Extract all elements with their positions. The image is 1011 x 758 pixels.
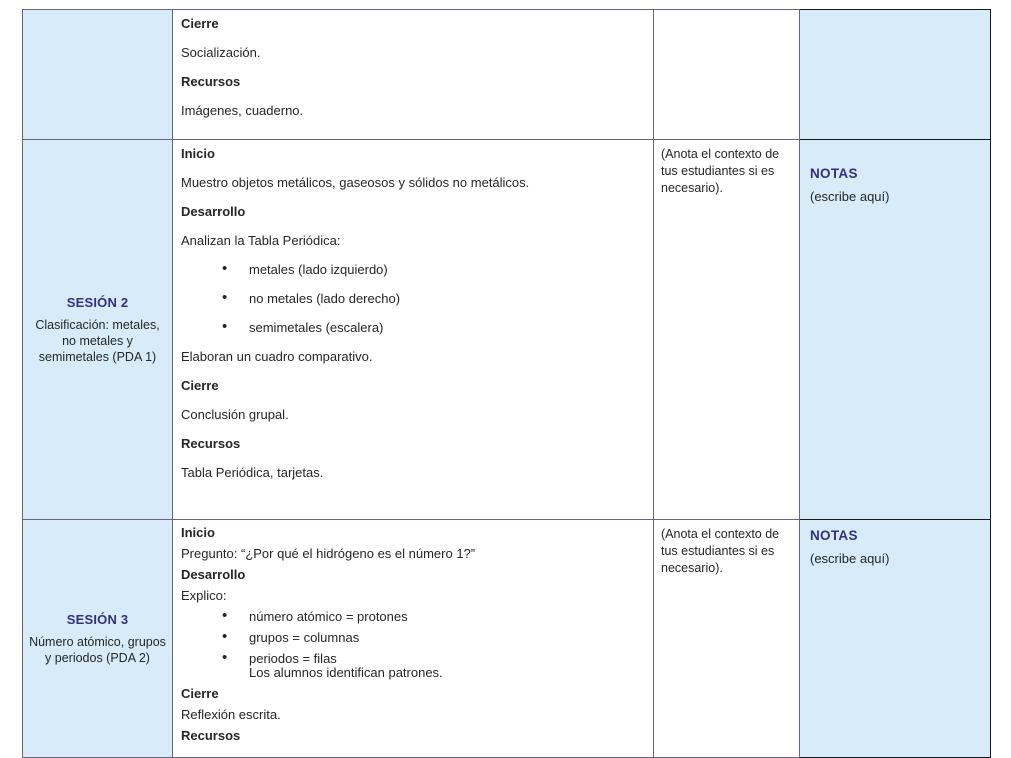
session-cell-empty xyxy=(23,10,173,140)
bullet-item: • no metales (lado derecho) xyxy=(181,291,645,306)
context-note: (Anota el contexto de tus estudiantes si es necesario). xyxy=(661,527,780,575)
section-heading: Cierre xyxy=(181,686,219,701)
content-cell xyxy=(173,10,654,140)
notes-title: NOTAS xyxy=(810,528,858,543)
paragraph: Pregunto: “¿Por qué el hidrógeno es el número 1?” xyxy=(181,546,476,561)
section-heading: Cierre xyxy=(181,16,219,31)
notes-cell[interactable] xyxy=(800,140,991,520)
bullet-item: • semimetales (escalera) xyxy=(181,320,645,335)
context-note: (Anota el contexto de tus estudiantes si es necesario). xyxy=(661,147,780,195)
paragraph: Socialización. xyxy=(181,45,261,60)
notes-placeholder: (escribe aquí) xyxy=(810,551,890,566)
table-row xyxy=(23,520,991,758)
notes-placeholder: (escribe aquí) xyxy=(810,189,890,204)
bullet-line: • periodos = filas xyxy=(249,651,337,666)
table-row xyxy=(23,10,991,140)
context-cell-empty xyxy=(654,10,800,140)
section-heading: Inicio xyxy=(181,525,215,540)
section-heading: Recursos xyxy=(181,436,241,451)
section-heading: Inicio xyxy=(181,146,215,161)
session-cell xyxy=(23,520,173,758)
session-title: SESIÓN 3 xyxy=(66,611,129,627)
paragraph: Imágenes, cuaderno. xyxy=(181,103,304,118)
notes-title: NOTAS xyxy=(810,166,858,181)
section-heading: Desarrollo xyxy=(181,204,246,219)
paragraph: Analizan la Tabla Periódica: xyxy=(181,233,341,248)
paragraph: Muestro objetos metálicos, gaseosos y sólidos no metálicos. xyxy=(181,175,530,190)
table-row xyxy=(23,140,991,520)
bullet-item: • grupos = columnas xyxy=(181,631,645,645)
lesson-plan-table xyxy=(22,9,991,758)
session-subtitle: Clasificación: metales, no metales y semimetales (PDA 1) xyxy=(35,317,160,364)
content-cell xyxy=(173,140,654,520)
paragraph: Tabla Periódica, tarjetas. xyxy=(181,465,324,480)
paragraph: Reflexión escrita. xyxy=(181,707,281,722)
bullet-item: • número atómico = protones xyxy=(181,610,645,624)
bullet-item xyxy=(181,652,645,680)
session-cell xyxy=(23,140,173,520)
bullet-item: • metales (lado izquierdo) xyxy=(181,262,645,277)
section-heading: Recursos xyxy=(181,74,241,89)
paragraph: Explico: xyxy=(181,588,227,603)
session-title: SESIÓN 2 xyxy=(66,294,129,310)
session-subtitle: Número atómico, grupos y periodos (PDA 2) xyxy=(29,634,166,665)
paragraph: Elaboran un cuadro comparativo. xyxy=(181,349,373,364)
section-heading: Recursos xyxy=(181,728,241,743)
section-heading: Cierre xyxy=(181,378,219,393)
paragraph: Conclusión grupal. xyxy=(181,407,289,422)
content-cell xyxy=(173,520,654,758)
bullet-line: Los alumnos identifican patrones. xyxy=(249,665,443,680)
section-heading: Desarrollo xyxy=(181,567,246,582)
context-cell xyxy=(654,520,800,758)
notes-cell[interactable] xyxy=(800,520,991,758)
context-cell xyxy=(654,140,800,520)
notes-cell-empty[interactable] xyxy=(800,10,991,140)
